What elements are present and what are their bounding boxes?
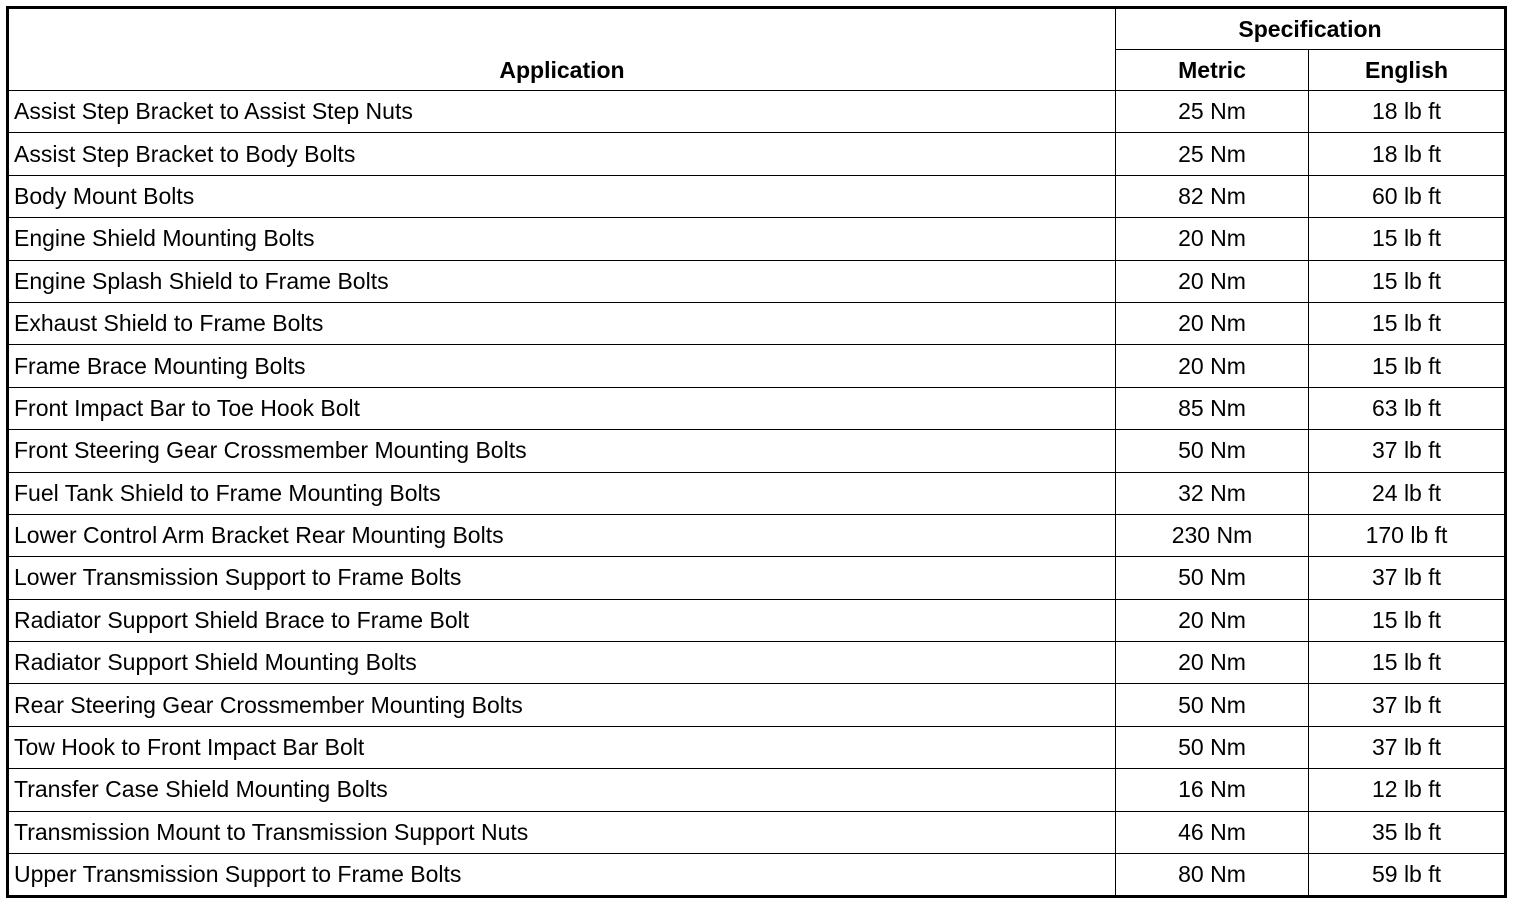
cell-english: 18 lb ft <box>1309 133 1506 175</box>
cell-application: Engine Shield Mounting Bolts <box>8 218 1116 260</box>
cell-metric: 46 Nm <box>1116 811 1309 853</box>
table-row <box>8 514 1506 556</box>
table-row <box>8 218 1506 260</box>
cell-application: Engine Splash Shield to Frame Bolts <box>8 260 1116 302</box>
fastener-spec-table <box>6 6 1507 898</box>
cell-application: Exhaust Shield to Frame Bolts <box>8 302 1116 344</box>
cell-application: Frame Brace Mounting Bolts <box>8 345 1116 387</box>
cell-metric: 20 Nm <box>1116 302 1309 344</box>
cell-english: 12 lb ft <box>1309 769 1506 811</box>
table-row <box>8 684 1506 726</box>
table-row <box>8 430 1506 472</box>
cell-metric: 32 Nm <box>1116 472 1309 514</box>
cell-metric: 85 Nm <box>1116 387 1309 429</box>
cell-english: 15 lb ft <box>1309 218 1506 260</box>
cell-application: Lower Transmission Support to Frame Bolts <box>8 557 1116 599</box>
table-row <box>8 557 1506 599</box>
cell-metric: 50 Nm <box>1116 684 1309 726</box>
cell-english: 37 lb ft <box>1309 684 1506 726</box>
cell-application: Transmission Mount to Transmission Support Nuts <box>8 811 1116 853</box>
header-row-top <box>8 8 1506 50</box>
table-row <box>8 726 1506 768</box>
cell-english: 15 lb ft <box>1309 599 1506 641</box>
cell-application: Transfer Case Shield Mounting Bolts <box>8 769 1116 811</box>
table-row <box>8 260 1506 302</box>
cell-application: Upper Transmission Support to Frame Bolts <box>8 854 1116 897</box>
cell-metric: 82 Nm <box>1116 175 1309 217</box>
cell-metric: 20 Nm <box>1116 218 1309 260</box>
cell-english: 63 lb ft <box>1309 387 1506 429</box>
cell-english: 37 lb ft <box>1309 557 1506 599</box>
table-row <box>8 91 1506 133</box>
cell-application: Front Steering Gear Crossmember Mounting Bolts <box>8 430 1116 472</box>
cell-english: 15 lb ft <box>1309 260 1506 302</box>
table-row <box>8 133 1506 175</box>
cell-metric: 50 Nm <box>1116 557 1309 599</box>
cell-metric: 80 Nm <box>1116 854 1309 897</box>
table-row <box>8 472 1506 514</box>
table-row <box>8 642 1506 684</box>
cell-application: Assist Step Bracket to Assist Step Nuts <box>8 91 1116 133</box>
cell-application: Radiator Support Shield Mounting Bolts <box>8 642 1116 684</box>
column-header-specification: Specification <box>1116 8 1506 50</box>
cell-english: 15 lb ft <box>1309 345 1506 387</box>
column-header-english: English <box>1309 50 1506 91</box>
cell-application: Assist Step Bracket to Body Bolts <box>8 133 1116 175</box>
cell-metric: 25 Nm <box>1116 133 1309 175</box>
table-body <box>8 91 1506 897</box>
table-row <box>8 854 1506 897</box>
cell-metric: 50 Nm <box>1116 726 1309 768</box>
cell-application: Front Impact Bar to Toe Hook Bolt <box>8 387 1116 429</box>
cell-english: 15 lb ft <box>1309 642 1506 684</box>
cell-application: Radiator Support Shield Brace to Frame Bolt <box>8 599 1116 641</box>
cell-metric: 20 Nm <box>1116 345 1309 387</box>
cell-english: 60 lb ft <box>1309 175 1506 217</box>
cell-english: 15 lb ft <box>1309 302 1506 344</box>
column-header-metric: Metric <box>1116 50 1309 91</box>
cell-english: 37 lb ft <box>1309 430 1506 472</box>
table-row <box>8 175 1506 217</box>
cell-metric: 20 Nm <box>1116 260 1309 302</box>
cell-metric: 230 Nm <box>1116 514 1309 556</box>
cell-metric: 25 Nm <box>1116 91 1309 133</box>
cell-application: Rear Steering Gear Crossmember Mounting Bolts <box>8 684 1116 726</box>
cell-application: Lower Control Arm Bracket Rear Mounting Bolts <box>8 514 1116 556</box>
cell-english: 24 lb ft <box>1309 472 1506 514</box>
cell-metric: 20 Nm <box>1116 599 1309 641</box>
cell-metric: 50 Nm <box>1116 430 1309 472</box>
table-row <box>8 811 1506 853</box>
column-header-application: Application <box>8 8 1116 91</box>
cell-english: 170 lb ft <box>1309 514 1506 556</box>
table-row <box>8 302 1506 344</box>
table-row <box>8 387 1506 429</box>
cell-application: Tow Hook to Front Impact Bar Bolt <box>8 726 1116 768</box>
table-row <box>8 769 1506 811</box>
cell-english: 37 lb ft <box>1309 726 1506 768</box>
table-row <box>8 345 1506 387</box>
cell-metric: 20 Nm <box>1116 642 1309 684</box>
cell-application: Fuel Tank Shield to Frame Mounting Bolts <box>8 472 1116 514</box>
table-row <box>8 599 1506 641</box>
cell-english: 18 lb ft <box>1309 91 1506 133</box>
cell-metric: 16 Nm <box>1116 769 1309 811</box>
cell-english: 59 lb ft <box>1309 854 1506 897</box>
cell-application: Body Mount Bolts <box>8 175 1116 217</box>
cell-english: 35 lb ft <box>1309 811 1506 853</box>
